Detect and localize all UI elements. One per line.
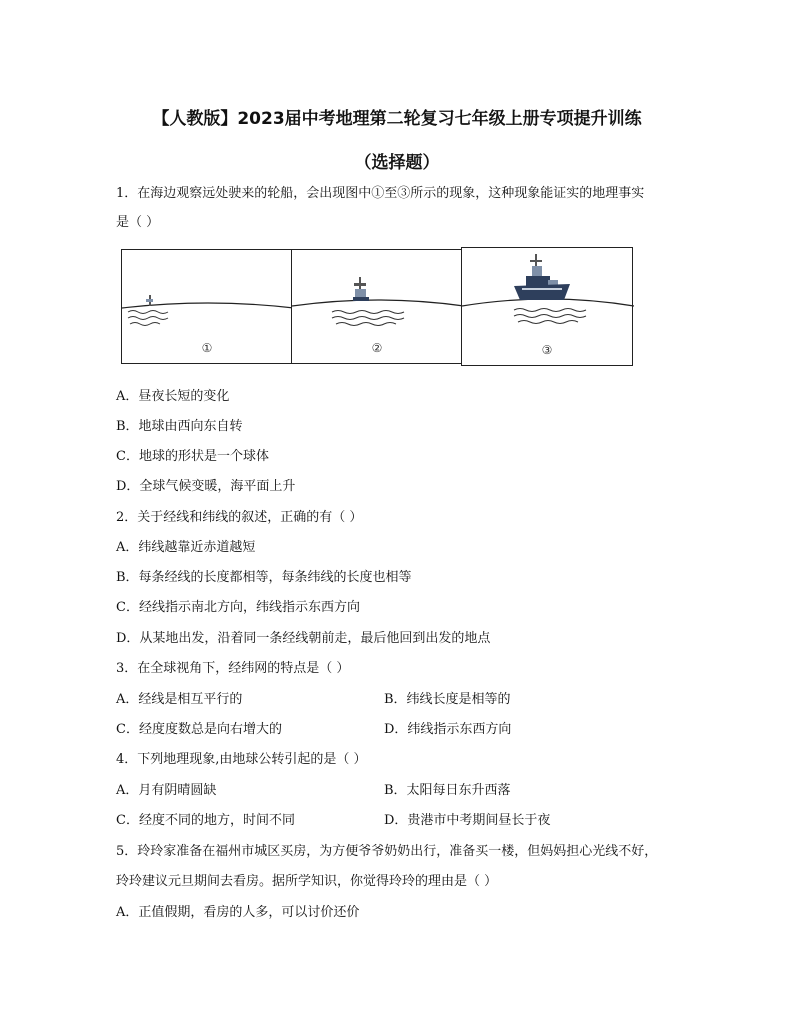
- horizon-curve-1: [122, 303, 294, 308]
- wave-line: [332, 311, 404, 314]
- wave-line: [336, 323, 396, 326]
- q4-stem: 4．下列地理现象,由地球公转引起的是（ ）: [116, 752, 367, 767]
- ship-horizon-figure: [121, 247, 633, 365]
- panel-label-1: ①: [201, 341, 213, 355]
- q1-option-c: C．地球的形状是一个球体: [116, 449, 269, 464]
- ship-mast-tip: [146, 295, 153, 306]
- q1-option-d: D．全球气候变暖，海平面上升: [116, 479, 296, 494]
- q1-option-b: B．地球由西向东自转: [116, 419, 243, 434]
- q4-option-d: D．贵港市中考期间昼长于夜: [384, 813, 551, 828]
- wave-line: [332, 317, 404, 320]
- horizon-curve-2: [292, 300, 464, 306]
- q3-option-b: B．纬线长度是相等的: [384, 692, 511, 707]
- q3-option-a: A．经线是相互平行的: [116, 692, 243, 707]
- document-subtitle: （选择题）: [354, 153, 440, 173]
- q4-option-a: A．月有阴晴圆缺: [116, 783, 217, 798]
- q2-stem: 2．关于经线和纬线的叙述，正确的有（ ）: [116, 510, 363, 525]
- q2-option-a: A．纬线越靠近赤道越短: [116, 540, 256, 555]
- q5-stem-line1: 5．玲玲家准备在福州市城区买房，为方便爷爷奶奶出行，准备买一楼，但妈妈担心光线不好，: [116, 844, 658, 859]
- figure-panel-2: [291, 249, 463, 364]
- q5-stem-line2: 玲玲建议元旦期间去看房。据所学知识，你觉得玲玲的理由是（ ）: [116, 874, 498, 889]
- wave-line: [128, 317, 168, 320]
- panel-label-2: ②: [371, 341, 383, 355]
- q1-stem-line2: 是（ ）: [116, 215, 160, 230]
- q3-option-c: C．经度度数总是向右增大的: [116, 722, 282, 737]
- figure-panel-1: [121, 249, 293, 364]
- q2-option-b: B．每条经线的长度都相等，每条纬线的长度也相等: [116, 570, 412, 585]
- q3-option-d: D．纬线指示东西方向: [384, 722, 512, 737]
- document-title: 【人教版】2023届中考地理第二轮复习七年级上册专项提升训练: [152, 109, 642, 129]
- full-ship: [514, 254, 570, 300]
- wave-line: [514, 315, 586, 318]
- wave-line: [514, 309, 586, 312]
- wave-line: [128, 311, 168, 314]
- q4-option-b: B．太阳每日东升西落: [384, 783, 511, 798]
- q2-option-c: C．经线指示南北方向，纬线指示东西方向: [116, 600, 360, 615]
- horizon-curve-3: [462, 299, 634, 306]
- wave-line: [130, 323, 160, 326]
- ship-superstructure: [353, 277, 369, 301]
- q4-option-c: C．经度不同的地方，时间不同: [116, 813, 295, 828]
- q1-option-a: A．昼夜长短的变化: [116, 389, 230, 404]
- panel-label-3: ③: [541, 343, 553, 357]
- q5-option-a: A．正值假期，看房的人多，可以讨价还价: [116, 905, 360, 920]
- q3-stem: 3．在全球视角下，经纬网的特点是（ ）: [116, 661, 350, 676]
- wave-line: [518, 321, 578, 324]
- q1-stem-line1: 1．在海边观察远处驶来的轮船，会出现图中①至③所示的现象，这种现象能证实的地理事实: [116, 186, 645, 201]
- q2-option-d: D．从某地出发，沿着同一条经线朝前走，最后他回到出发的地点: [116, 631, 491, 646]
- figure-panel-3: [461, 247, 633, 366]
